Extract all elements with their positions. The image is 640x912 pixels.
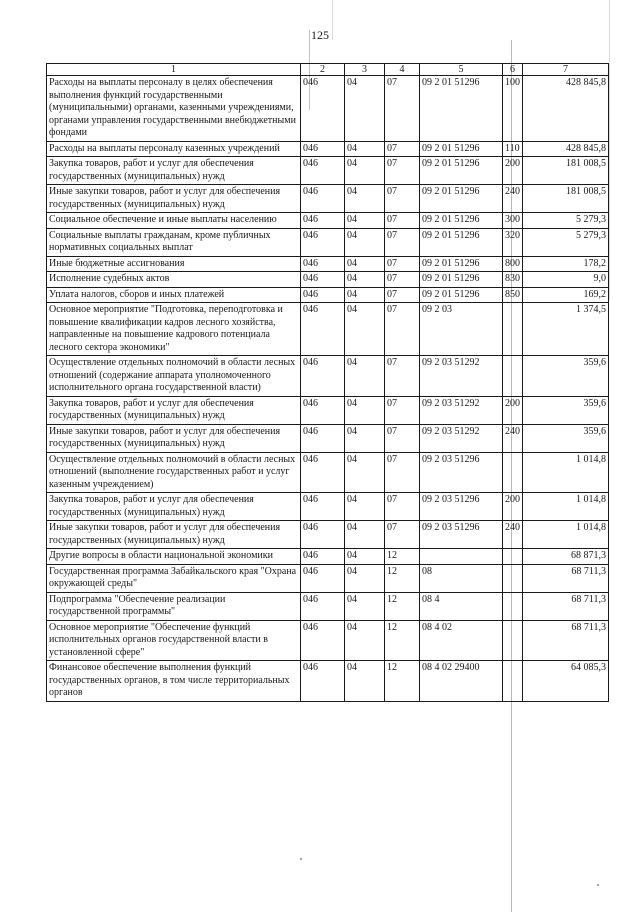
amount-cell: 178,2 (523, 256, 609, 272)
expense-type-cell (503, 549, 523, 565)
section-code-cell: 04 (345, 157, 385, 185)
section-code-cell: 04 (345, 213, 385, 229)
section-code-cell: 04 (345, 356, 385, 397)
subsection-code-cell: 07 (385, 424, 420, 452)
amount-cell: 5 279,3 (523, 228, 609, 256)
table-row (47, 521, 609, 549)
expense-type-cell: 800 (503, 256, 523, 272)
target-article-cell: 09 2 03 51296 (420, 452, 503, 493)
expense-name-cell: Расходы на выплаты персоналу в целях обеспечения выполнения функций государственными (муниципальными) органами, казенными учреждениями, органами управления государственными внебюджетными фондами (47, 76, 301, 142)
subsection-code-cell: 07 (385, 287, 420, 303)
expense-name-cell: Социальное обеспечение и иные выплаты населению (47, 213, 301, 229)
ministry-code-cell: 046 (301, 287, 345, 303)
expense-type-cell: 100 (503, 76, 523, 142)
ministry-code-cell: 046 (301, 661, 345, 702)
expense-type-cell (503, 564, 523, 592)
page-number: 125 (311, 28, 329, 42)
table-row (47, 592, 609, 620)
section-code-cell: 04 (345, 549, 385, 565)
expense-name-cell: Финансовое обеспечение выполнения функций государственных органов, в том числе территориальных органов (47, 661, 301, 702)
expense-type-cell: 200 (503, 493, 523, 521)
amount-cell: 68 871,3 (523, 549, 609, 565)
subsection-code-cell: 12 (385, 661, 420, 702)
subsection-code-cell: 07 (385, 452, 420, 493)
amount-cell: 1 014,8 (523, 521, 609, 549)
target-article-cell: 09 2 01 51296 (420, 157, 503, 185)
expense-type-cell: 200 (503, 157, 523, 185)
expense-name-cell: Закупка товаров, работ и услуг для обеспечения государственных (муниципальных) нужд (47, 157, 301, 185)
ministry-code-cell: 046 (301, 396, 345, 424)
expense-name-cell: Иные бюджетные ассигнования (47, 256, 301, 272)
amount-cell: 64 085,3 (523, 661, 609, 702)
column-header: 2 (301, 64, 345, 76)
section-code-cell: 04 (345, 228, 385, 256)
subsection-code-cell: 07 (385, 157, 420, 185)
section-code-cell: 04 (345, 76, 385, 142)
section-code-cell: 04 (345, 303, 385, 356)
table-row (47, 228, 609, 256)
column-header: 4 (385, 64, 420, 76)
section-code-cell: 04 (345, 493, 385, 521)
ministry-code-cell: 046 (301, 521, 345, 549)
expense-name-cell: Основное мероприятие "Подготовка, переподготовка и повышение квалификации кадров лесного хозяйства, направленные на повышение кадрового потенциала лесного сектора экономики" (47, 303, 301, 356)
expense-type-cell (503, 356, 523, 397)
expense-name-cell: Расходы на выплаты персоналу казенных учреждений (47, 141, 301, 157)
table-row (47, 452, 609, 493)
section-code-cell: 04 (345, 141, 385, 157)
ministry-code-cell: 046 (301, 76, 345, 142)
section-code-cell: 04 (345, 452, 385, 493)
amount-cell: 1 374,5 (523, 303, 609, 356)
amount-cell: 181 008,5 (523, 157, 609, 185)
table-row (47, 303, 609, 356)
section-code-cell: 04 (345, 620, 385, 661)
ministry-code-cell: 046 (301, 272, 345, 288)
ministry-code-cell: 046 (301, 303, 345, 356)
expense-type-cell: 240 (503, 424, 523, 452)
target-article-cell: 09 2 01 51296 (420, 272, 503, 288)
amount-cell: 9,0 (523, 272, 609, 288)
target-article-cell: 09 2 03 (420, 303, 503, 356)
table-row (47, 76, 609, 142)
amount-cell: 169,2 (523, 287, 609, 303)
table-header-row (47, 64, 609, 76)
table-row (47, 213, 609, 229)
expense-name-cell: Исполнение судебных актов (47, 272, 301, 288)
expense-name-cell: Социальные выплаты гражданам, кроме публичных нормативных социальных выплат (47, 228, 301, 256)
table-row (47, 396, 609, 424)
column-header: 7 (523, 64, 609, 76)
table-row (47, 424, 609, 452)
expense-name-cell: Осуществление отдельных полномочий в области лесных отношений (выполнение государственных работ и услуг казенным учреждением) (47, 452, 301, 493)
expense-name-cell: Основное мероприятие "Обеспечение функций исполнительных органов государственной власти в установленной сфере" (47, 620, 301, 661)
target-article-cell: 09 2 03 51292 (420, 356, 503, 397)
budget-table (46, 63, 609, 702)
section-code-cell: 04 (345, 564, 385, 592)
amount-cell: 181 008,5 (523, 185, 609, 213)
expense-type-cell (503, 592, 523, 620)
section-code-cell: 04 (345, 592, 385, 620)
target-article-cell: 09 2 01 51296 (420, 256, 503, 272)
amount-cell: 5 279,3 (523, 213, 609, 229)
amount-cell: 1 014,8 (523, 493, 609, 521)
expense-name-cell: Другие вопросы в области национальной экономики (47, 549, 301, 565)
expense-type-cell: 830 (503, 272, 523, 288)
ministry-code-cell: 046 (301, 592, 345, 620)
section-code-cell: 04 (345, 287, 385, 303)
table-row (47, 185, 609, 213)
subsection-code-cell: 12 (385, 592, 420, 620)
table-row (47, 272, 609, 288)
expense-type-cell: 240 (503, 521, 523, 549)
table-row (47, 549, 609, 565)
subsection-code-cell: 07 (385, 76, 420, 142)
column-header: 3 (345, 64, 385, 76)
target-article-cell: 09 2 03 51292 (420, 396, 503, 424)
ministry-code-cell: 046 (301, 424, 345, 452)
target-article-cell: 08 4 02 29400 (420, 661, 503, 702)
expense-type-cell: 300 (503, 213, 523, 229)
table-row (47, 356, 609, 397)
column-header: 5 (420, 64, 503, 76)
expense-name-cell: Иные закупки товаров, работ и услуг для обеспечения государственных (муниципальных) нужд (47, 424, 301, 452)
section-code-cell: 04 (345, 185, 385, 213)
ministry-code-cell: 046 (301, 493, 345, 521)
ministry-code-cell: 046 (301, 256, 345, 272)
table-row (47, 620, 609, 661)
scan-speck (597, 884, 599, 886)
ministry-code-cell: 046 (301, 564, 345, 592)
ministry-code-cell: 046 (301, 452, 345, 493)
expense-name-cell: Закупка товаров, работ и услуг для обеспечения государственных (муниципальных) нужд (47, 493, 301, 521)
subsection-code-cell: 07 (385, 396, 420, 424)
expense-type-cell: 200 (503, 396, 523, 424)
subsection-code-cell: 07 (385, 521, 420, 549)
subsection-code-cell: 07 (385, 228, 420, 256)
amount-cell: 428 845,8 (523, 76, 609, 142)
table-row (47, 157, 609, 185)
expense-type-cell (503, 620, 523, 661)
target-article-cell: 09 2 03 51296 (420, 493, 503, 521)
scan-artifact-line (609, 0, 610, 300)
amount-cell: 68 711,3 (523, 564, 609, 592)
table-row (47, 661, 609, 702)
amount-cell: 359,6 (523, 356, 609, 397)
ministry-code-cell: 046 (301, 228, 345, 256)
subsection-code-cell: 07 (385, 493, 420, 521)
expense-type-cell (503, 661, 523, 702)
target-article-cell: 09 2 01 51296 (420, 141, 503, 157)
expense-type-cell: 320 (503, 228, 523, 256)
subsection-code-cell: 12 (385, 620, 420, 661)
target-article-cell: 09 2 03 51292 (420, 424, 503, 452)
ministry-code-cell: 046 (301, 356, 345, 397)
subsection-code-cell: 07 (385, 256, 420, 272)
expense-type-cell: 850 (503, 287, 523, 303)
target-article-cell: 08 (420, 564, 503, 592)
ministry-code-cell: 046 (301, 141, 345, 157)
column-header: 6 (503, 64, 523, 76)
table-row (47, 564, 609, 592)
amount-cell: 359,6 (523, 396, 609, 424)
expense-name-cell: Иные закупки товаров, работ и услуг для обеспечения государственных (муниципальных) нужд (47, 185, 301, 213)
scan-speck (300, 858, 302, 860)
ministry-code-cell: 046 (301, 157, 345, 185)
target-article-cell: 08 4 02 (420, 620, 503, 661)
expense-name-cell: Иные закупки товаров, работ и услуг для обеспечения государственных (муниципальных) нужд (47, 521, 301, 549)
target-article-cell: 09 2 01 51296 (420, 76, 503, 142)
column-header: 1 (47, 64, 301, 76)
section-code-cell: 04 (345, 661, 385, 702)
expense-type-cell: 240 (503, 185, 523, 213)
amount-cell: 68 711,3 (523, 620, 609, 661)
expense-name-cell: Осуществление отдельных полномочий в области лесных отношений (содержание аппарата уполномоченного исполнительного органа государственной власти) (47, 356, 301, 397)
ministry-code-cell: 046 (301, 213, 345, 229)
section-code-cell: 04 (345, 396, 385, 424)
target-article-cell (420, 549, 503, 565)
section-code-cell: 04 (345, 521, 385, 549)
target-article-cell: 09 2 01 51296 (420, 185, 503, 213)
subsection-code-cell: 07 (385, 303, 420, 356)
expense-name-cell: Государственная программа Забайкальского края "Охрана окружающей среды" (47, 564, 301, 592)
subsection-code-cell: 07 (385, 141, 420, 157)
subsection-code-cell: 07 (385, 272, 420, 288)
ministry-code-cell: 046 (301, 185, 345, 213)
ministry-code-cell: 046 (301, 620, 345, 661)
target-article-cell: 09 2 01 51296 (420, 228, 503, 256)
section-code-cell: 04 (345, 272, 385, 288)
target-article-cell: 08 4 (420, 592, 503, 620)
table-row (47, 141, 609, 157)
expense-type-cell (503, 303, 523, 356)
subsection-code-cell: 12 (385, 564, 420, 592)
table-row (47, 287, 609, 303)
amount-cell: 68 711,3 (523, 592, 609, 620)
section-code-cell: 04 (345, 256, 385, 272)
amount-cell: 428 845,8 (523, 141, 609, 157)
amount-cell: 359,6 (523, 424, 609, 452)
expense-type-cell (503, 452, 523, 493)
amount-cell: 1 014,8 (523, 452, 609, 493)
target-article-cell: 09 2 01 51296 (420, 287, 503, 303)
expense-name-cell: Подпрограмма "Обеспечение реализации государственной программы" (47, 592, 301, 620)
expense-type-cell: 110 (503, 141, 523, 157)
table-row (47, 256, 609, 272)
subsection-code-cell: 07 (385, 185, 420, 213)
subsection-code-cell: 07 (385, 356, 420, 397)
section-code-cell: 04 (345, 424, 385, 452)
subsection-code-cell: 12 (385, 549, 420, 565)
table-row (47, 493, 609, 521)
expense-name-cell: Закупка товаров, работ и услуг для обеспечения государственных (муниципальных) нужд (47, 396, 301, 424)
expense-name-cell: Уплата налогов, сборов и иных платежей (47, 287, 301, 303)
target-article-cell: 09 2 01 51296 (420, 213, 503, 229)
subsection-code-cell: 07 (385, 213, 420, 229)
ministry-code-cell: 046 (301, 549, 345, 565)
target-article-cell: 09 2 03 51296 (420, 521, 503, 549)
